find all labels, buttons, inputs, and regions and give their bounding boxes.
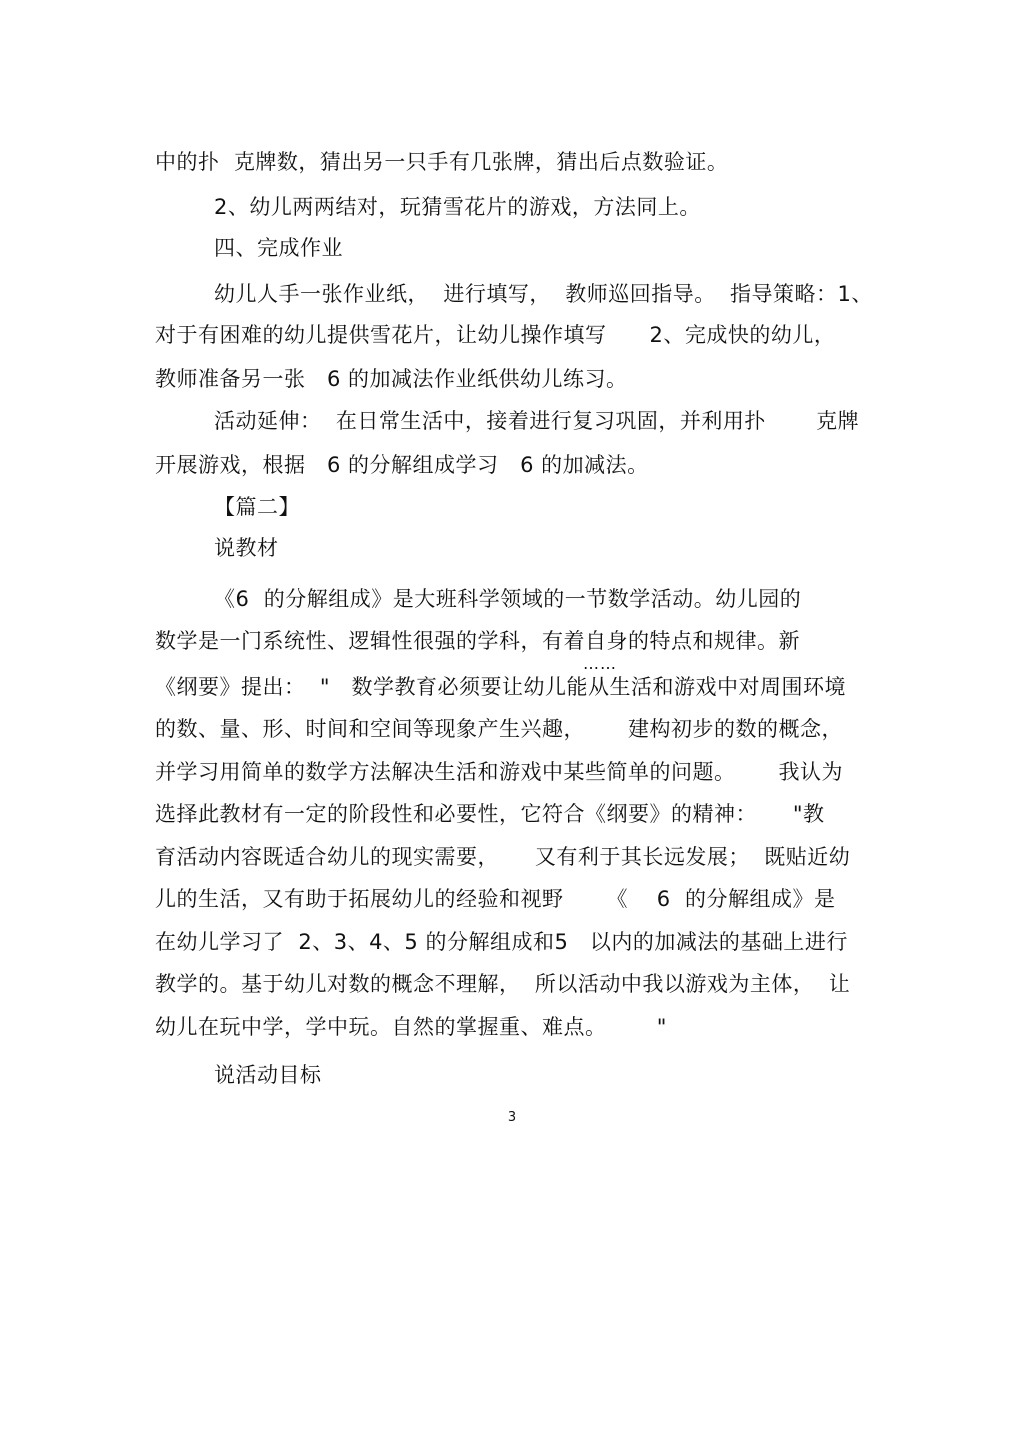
section-heading-teaching-material: 说教材 [214, 536, 279, 560]
section-heading-activity-goals: 说活动目标 [214, 1063, 322, 1087]
text-line-4: 幼儿人手一张作业纸， 进行填写， 教师巡回指导。 指导策略：1、 [214, 282, 873, 306]
section-heading-part-two: 【篇二】 [214, 495, 300, 519]
text-line-18: 儿的生活，又有助于拓展幼儿的经验和视野 《 6 的分解组成》是 [155, 887, 836, 911]
text-line-2: 2、幼儿两两结对，玩猜雪花片的游戏，方法同上。 [214, 195, 701, 219]
emphasis-dots: …… [583, 654, 617, 673]
text-line-20: 教学的。基于幼儿对数的概念不理解， 所以活动中我以游戏为主体， 让 [155, 972, 851, 996]
text-line-11: 《6 的分解组成》是大班科学领域的一节数学活动。幼儿园的 [214, 587, 802, 611]
text-line-1: 中的扑 克牌数，猜出另一只手有几张牌，猜出后点数验证。 [155, 150, 729, 174]
text-line-15: 并学习用简单的数学方法解决生活和游戏中某些简单的问题。 我认为 [155, 760, 844, 784]
text-line-6: 教师准备另一张 6 的加减法作业纸供幼儿练习。 [155, 367, 628, 391]
section-heading-complete-homework: 四、完成作业 [214, 236, 343, 260]
text-line-13: 《纲要》提出： " 数学教育必须要让幼儿能从生活和游戏中对周围环境 [155, 675, 847, 699]
text-line-14: 的数、量、形、时间和空间等现象产生兴趣， 建构初步的数的概念， [155, 717, 844, 741]
text-line-17: 育活动内容既适合幼儿的现实需要， 又有利于其长远发展； 既贴近幼 [155, 845, 851, 869]
text-line-12: 数学是一门系统性、逻辑性很强的学科，有着自身的特点和规律。新 [155, 629, 800, 653]
text-line-21: 幼儿在玩中学，学中玩。自然的掌握重、难点。 " [155, 1015, 667, 1039]
page-number: 3 [507, 1110, 517, 1125]
text-line-5: 对于有困难的幼儿提供雪花片，让幼儿操作填写 2、完成快的幼儿， [155, 323, 836, 347]
text-line-7: 活动延伸： 在日常生活中，接着进行复习巩固，并利用扑 克牌 [214, 409, 860, 433]
text-line-8: 开展游戏，根据 6 的分解组成学习 6 的加减法。 [155, 453, 649, 477]
text-line-19: 在幼儿学习了 2、3、4、5 的分解组成和5 以内的加减法的基础上进行 [155, 930, 848, 954]
text-line-16: 选择此教材有一定的阶段性和必要性，它符合《纲要》的精神： "教 [155, 802, 825, 826]
